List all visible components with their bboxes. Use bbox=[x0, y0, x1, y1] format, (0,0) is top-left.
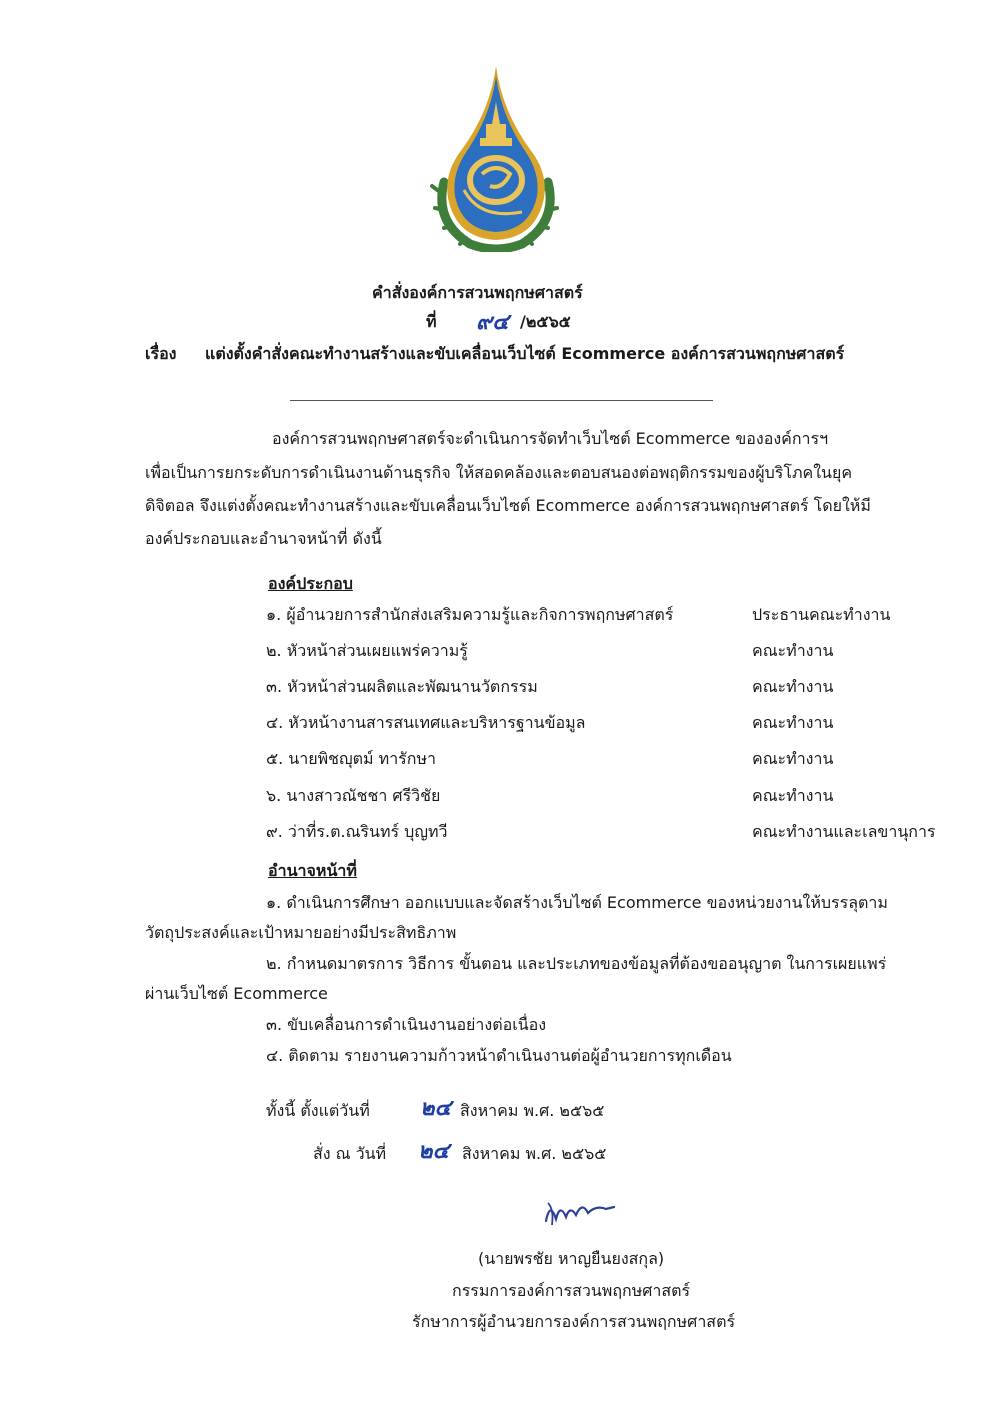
ordered-prefix: สั่ง ณ วันที่ bbox=[313, 1144, 387, 1163]
signatory-position: กรรมการองค์การสวนพฤกษศาสตร์ bbox=[452, 1281, 691, 1300]
composition-heading: องค์ประกอบ bbox=[268, 574, 353, 593]
order-number-prefix: ที่ bbox=[426, 312, 437, 331]
member-role: คณะทำงาน bbox=[752, 641, 834, 660]
body-line: เพื่อเป็นการยกระดับการดำเนินงานด้านธุรกิจ ให้สอดคล้องและตอบสนองต่อพฤติกรรมของผู้บริโภคในยุค bbox=[145, 463, 853, 482]
member-role: คณะทำงาน bbox=[752, 677, 834, 696]
handwritten-signature bbox=[540, 1195, 620, 1231]
member-name: ๓. หัวหน้าส่วนผลิตและพัฒนานวัตกรรม bbox=[266, 677, 538, 696]
member-name: ๖. นางสาวณัชชา ศรีวิชัย bbox=[266, 786, 441, 805]
body-line: ดิจิตอล จึงแต่งตั้งคณะทำงานสร้างและขับเคลื่อนเว็บไซต์ Ecommerce องค์การสวนพฤกษศาสตร์ โดยให้มี bbox=[145, 496, 871, 515]
order-number-handwritten: ๙๔ bbox=[476, 309, 509, 335]
body-line: องค์การสวนพฤกษศาสตร์จะดำเนินการจัดทำเว็บไซต์ Ecommerce ขององค์การฯ bbox=[272, 429, 829, 448]
duty-line: ๑. ดำเนินการศึกษา ออกแบบและจัดสร้างเว็บไซต์ Ecommerce ของหน่วยงานให้บรรลุตาม bbox=[266, 893, 888, 912]
member-name: ๔. หัวหน้างานสารสนเทศและบริหารฐานข้อมูล bbox=[266, 713, 586, 732]
member-name: ๑. ผู้อำนวยการสำนักส่งเสริมความรู้และกิจการพฤกษศาสตร์ bbox=[266, 605, 674, 624]
subject-text: แต่งตั้งคำสั่งคณะทำงานสร้างและขับเคลื่อนเว็บไซต์ Ecommerce องค์การสวนพฤกษศาสตร์ bbox=[205, 344, 845, 363]
signatory-acting-position: รักษาการผู้อำนวยการองค์การสวนพฤกษศาสตร์ bbox=[412, 1312, 736, 1331]
order-number-suffix: /๒๕๖๕ bbox=[520, 312, 571, 331]
member-role: คณะทำงาน bbox=[752, 749, 834, 768]
duty-line: ๒. กำหนดมาตรการ วิธีการ ขั้นตอน และประเภทของข้อมูลที่ต้องขออนุญาต ในการเผยแพร่ bbox=[266, 954, 887, 973]
member-name: ๙. ว่าที่ร.ต.ณรินทร์ บุญทวี bbox=[266, 822, 448, 841]
ordered-day-handwritten: ๒๔ bbox=[418, 1138, 450, 1164]
duty-line: วัตถุประสงค์และเป้าหมายอย่างมีประสิทธิภาพ bbox=[145, 923, 457, 942]
effective-suffix: สิงหาคม พ.ศ. ๒๕๖๕ bbox=[460, 1101, 605, 1120]
effective-prefix: ทั้งนี้ ตั้งแต่วันที่ bbox=[266, 1101, 370, 1120]
ordered-suffix: สิงหาคม พ.ศ. ๒๕๖๕ bbox=[462, 1144, 607, 1163]
member-role: คณะทำงาน bbox=[752, 713, 834, 732]
member-role: ประธานคณะทำงาน bbox=[752, 605, 891, 624]
duties-heading: อำนาจหน้าที่ bbox=[268, 861, 357, 880]
member-role: คณะทำงาน bbox=[752, 786, 834, 805]
signatory-name: (นายพรชัย หาญยืนยงสกุล) bbox=[478, 1249, 665, 1268]
member-role: คณะทำงานและเลขานุการ bbox=[752, 822, 936, 841]
duty-line: ผ่านเว็บไซต์ Ecommerce bbox=[145, 984, 328, 1003]
duty-line: ๓. ขับเคลื่อนการดำเนินงานอย่างต่อเนื่อง bbox=[266, 1015, 547, 1034]
member-name: ๒. หัวหน้าส่วนเผยแพร่ความรู้ bbox=[266, 641, 468, 660]
member-name: ๕. นายพิชญุตม์ ทารักษา bbox=[266, 749, 436, 768]
header-divider bbox=[290, 400, 713, 401]
organization-logo bbox=[430, 62, 562, 252]
body-line: องค์ประกอบและอำนาจหน้าที่ ดังนี้ bbox=[145, 529, 382, 548]
subject-label: เรื่อง bbox=[145, 344, 177, 363]
effective-day-handwritten: ๒๔ bbox=[420, 1095, 452, 1121]
duty-line: ๔. ติดตาม รายงานความก้าวหน้าดำเนินงานต่อผู้อำนวยการทุกเดือน bbox=[266, 1046, 732, 1065]
document-title: คำสั่งองค์การสวนพฤกษศาสตร์ bbox=[372, 283, 583, 302]
